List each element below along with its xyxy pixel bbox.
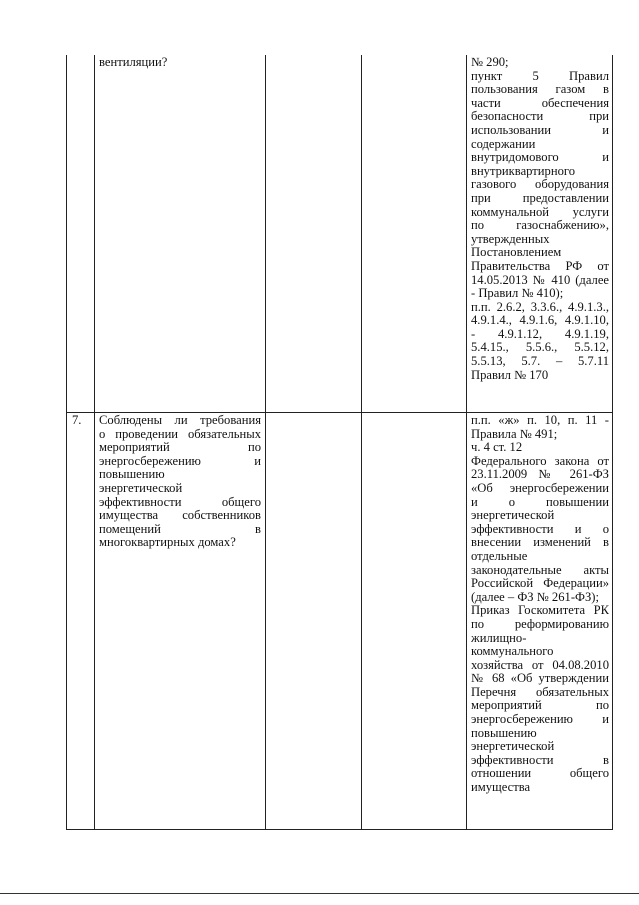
legal-basis-line: 5.4.15., 5.5.6., 5.5.12, (471, 340, 609, 355)
row-7-legal-basis (471, 414, 609, 795)
row-7-number (72, 414, 92, 428)
question-line: эффективности общего (99, 494, 261, 509)
legal-basis-line: коммунальной услуги (471, 204, 609, 219)
page-footer-rule (0, 893, 639, 894)
legal-basis-line: п.п. «ж» п. 10, п. 11 - (471, 413, 609, 427)
legal-basis-line: - 4.9.1.12, 4.9.1.19, (471, 326, 609, 341)
column-divider-yes (361, 55, 362, 830)
legal-basis-line: № 290; (471, 55, 509, 69)
table-right-border (612, 55, 613, 830)
legal-basis-line: коммунального (471, 644, 554, 659)
table-left-border (66, 55, 67, 830)
legal-basis-line: - Правил № 410); (471, 286, 564, 301)
legal-basis-line: безопасности при (471, 109, 609, 124)
row-7-question (99, 414, 261, 550)
legal-basis-line: отдельные (471, 548, 528, 563)
legal-basis-line: пользования газом в (471, 82, 609, 97)
legal-basis-line: и о повышении (471, 494, 609, 509)
legal-basis-line: содержании (471, 136, 536, 151)
question-line: энергосбережению и (99, 453, 261, 468)
legal-basis-line: газового оборудования (471, 177, 609, 192)
legal-basis-line: пункт 5 Правил (471, 68, 609, 83)
legal-basis-line: Правил № 170 (471, 367, 549, 382)
legal-basis-line: при предоставлении (471, 190, 609, 205)
legal-basis-line: внутридомового и (471, 150, 609, 165)
row-7-number-text: 7. (72, 413, 82, 427)
legal-basis-line: жилищно- (471, 630, 527, 645)
legal-basis-line: Перечня обязательных (471, 684, 609, 699)
row-prev-question-text: вентиляции? (99, 55, 168, 69)
question-line: повышению (99, 467, 165, 482)
question-line: имущества собственников (99, 508, 261, 523)
question-line: о проведении обязательных (99, 426, 261, 441)
legal-basis-line: внесении изменений в (471, 535, 609, 550)
legal-basis-line: 14.05.2013 № 410 (далее (471, 272, 609, 287)
legal-basis-line: утвержденных (471, 231, 550, 246)
legal-basis-line: ч. 4 ст. 12 (471, 440, 523, 455)
legal-basis-line: Постановлением (471, 245, 562, 260)
legal-basis-line: использовании и (471, 122, 609, 137)
legal-basis-line: энергетической (471, 508, 555, 523)
legal-basis-line: мероприятий по (471, 698, 609, 713)
legal-basis-line: 23.11.2009 № 261-ФЗ (471, 467, 609, 482)
legal-basis-line: Правила № 491; (471, 426, 558, 441)
legal-basis-line: Приказ Госкомитета РК (471, 603, 609, 618)
legal-basis-line: повышению (471, 725, 537, 740)
question-line: помещений в (99, 521, 261, 536)
legal-basis-line: отношении общего (471, 766, 609, 781)
legal-basis-line: по реформированию (471, 616, 609, 631)
legal-basis-line: 4.9.1.4., 4.9.1.6, 4.9.1.10, (471, 313, 609, 328)
legal-basis-line: хозяйства от 04.08.2010 (471, 657, 609, 672)
legal-basis-line: законодательные акты (471, 562, 609, 577)
legal-basis-line: внутриквартирного (471, 163, 576, 178)
row-prev-question (99, 56, 261, 70)
question-line: энергетической (99, 480, 183, 495)
legal-basis-line: № 68 «Об утверждении (471, 671, 609, 686)
question-line: Соблюдены ли требования (99, 413, 261, 427)
legal-basis-line: энергетической (471, 739, 555, 754)
legal-basis-line: Правительства РФ от (471, 258, 609, 273)
legal-basis-line: части обеспечения (471, 95, 609, 110)
legal-basis-line: Российской Федерации» (471, 576, 609, 591)
legal-basis-line: 5.5.13, 5.7. – 5.7.11 (471, 354, 609, 369)
legal-basis-line: по газоснабжению», (471, 218, 609, 233)
legal-basis-line: имущества (471, 780, 531, 795)
column-divider-number (94, 55, 95, 830)
legal-basis-line: Федерального закона от (471, 453, 609, 468)
row-prev-legal-basis (471, 56, 609, 382)
legal-basis-line: эффективности и о (471, 521, 609, 536)
column-divider-question (265, 55, 266, 830)
legal-basis-line: эффективности в (471, 752, 609, 767)
legal-basis-line: (далее – ФЗ № 261-ФЗ); (471, 589, 599, 604)
legal-basis-line: «Об энергосбережении (471, 480, 609, 495)
column-divider-no (466, 55, 467, 830)
table-bottom-border (66, 829, 612, 830)
legal-basis-line: п.п. 2.6.2, 3.3.6., 4.9.1.3., (471, 299, 609, 314)
question-line: мероприятий по (99, 440, 261, 455)
legal-basis-line: энергосбережению и (471, 712, 609, 727)
question-line: многоквартирных домах? (99, 535, 236, 550)
